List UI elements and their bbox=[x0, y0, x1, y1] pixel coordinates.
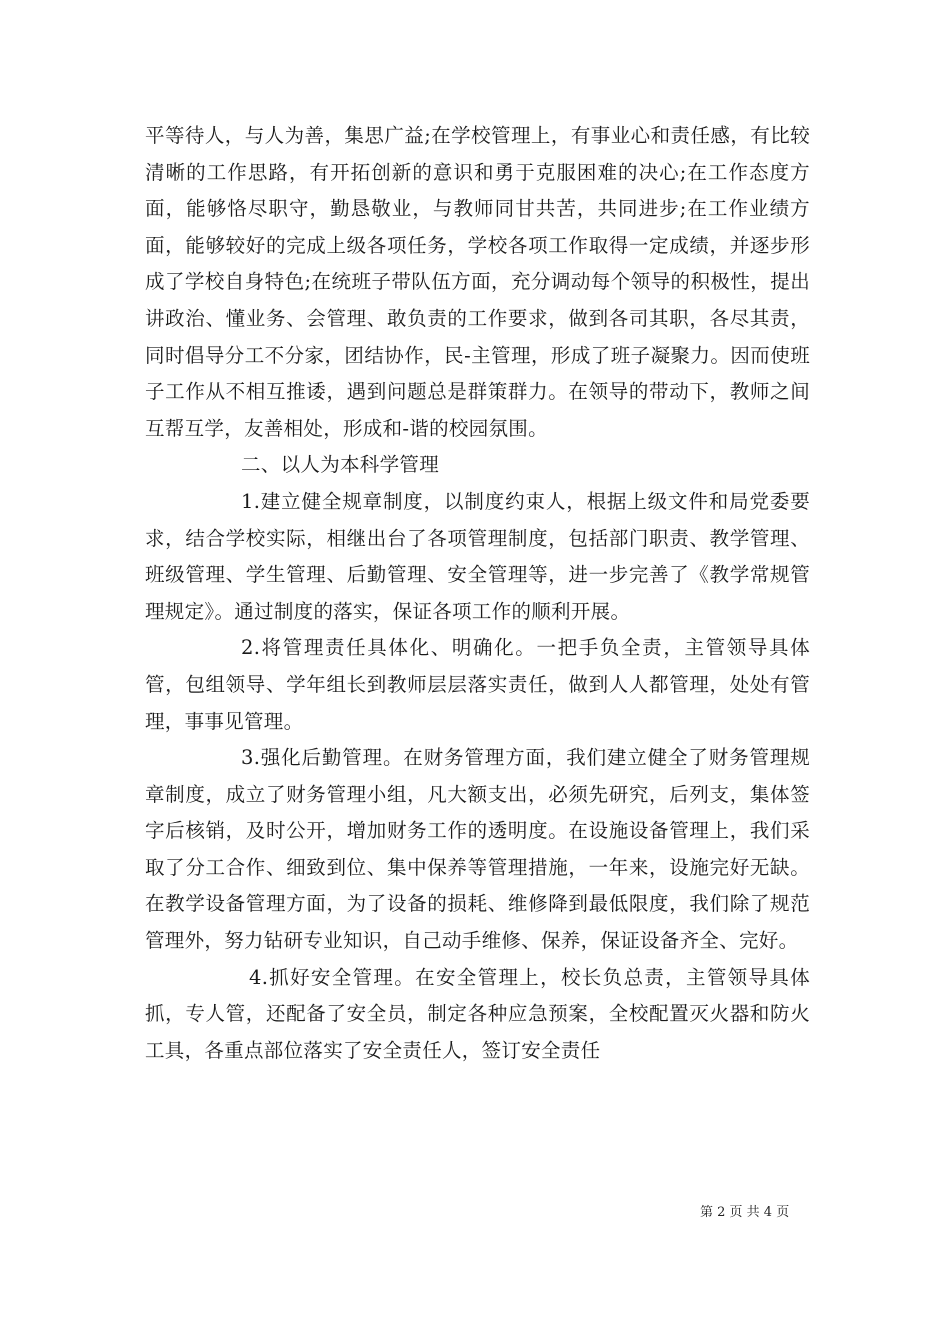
page-number-footer: 第 2 页 共 4 页 bbox=[700, 1205, 790, 1220]
body-paragraph-continuation: 平等待人，与人为善，集思广益;在学校管理上，有事业心和责任感，有比较清晰的工作思路，有开拓创新的意识和勇于克服困难的决心;在工作态度方面，能够恪尽职守，勤恳敬业，与教师同甘共苦，共同进步;在工作业绩方面，能够较好的完成上级各项任务，学校各项工作取得一定成绩，并逐步形成了学校自身特色;在统班子带队伍方面，充分调动每个领导的积极性，提出讲政治、懂业务、会管理、敢负责的工作要求，做到各司其职，各尽其责，同时倡导分工不分家，团结协作，民-主管理，形成了班子凝聚力。因而使班子工作从不相互推诿，遇到问题总是群策群力。在领导的带动下，教师之间互帮互学，友善相处，形成和-谐的校园氛围。 bbox=[145, 124, 810, 440]
numbered-paragraph-4: 4.抓好安全管理。在安全管理上，校长负总责，主管领导具体抓，专人管，还配备了安全员，制定各种应急预案，全校配置灭火器和防火工具，各重点部位落实了安全责任人，签订安全责任 bbox=[145, 965, 810, 1062]
numbered-paragraph-1: 1.建立健全规章制度，以制度约束人，根据上级文件和局党委要求，结合学校实际，相继出台了各项管理制度，包括部门职责、教学管理、班级管理、学生管理、后勤管理、安全管理等，进一步完善了《教学常规管理规定》。通过制度的落实，保证各项工作的顺利开展。 bbox=[145, 489, 810, 623]
document-body bbox=[145, 118, 810, 1069]
numbered-paragraph-3: 3.强化后勤管理。在财务管理方面，我们建立健全了财务管理规章制度，成立了财务管理小组，凡大额支出，必须先研究，后列支，集体签字后核销，及时公开，增加财务工作的透明度。在设施设备管理上，我们采取了分工合作、细致到位、集中保养等管理措施，一年来，设施完好无缺。在教学设备管理方面，为了设备的损耗、维修降到最低限度，我们除了规范管理外，努力钻研专业知识，自己动手维修、保养，保证设备齐全、完好。 bbox=[145, 746, 810, 953]
numbered-paragraph-2: 2.将管理责任具体化、明确化。一把手负全责，主管领导具体管，包组领导、学年组长到教师层层落实责任，做到人人都管理，处处有管理，事事见管理。 bbox=[145, 636, 810, 733]
section-heading: 二、以人为本科学管理 bbox=[241, 453, 440, 477]
